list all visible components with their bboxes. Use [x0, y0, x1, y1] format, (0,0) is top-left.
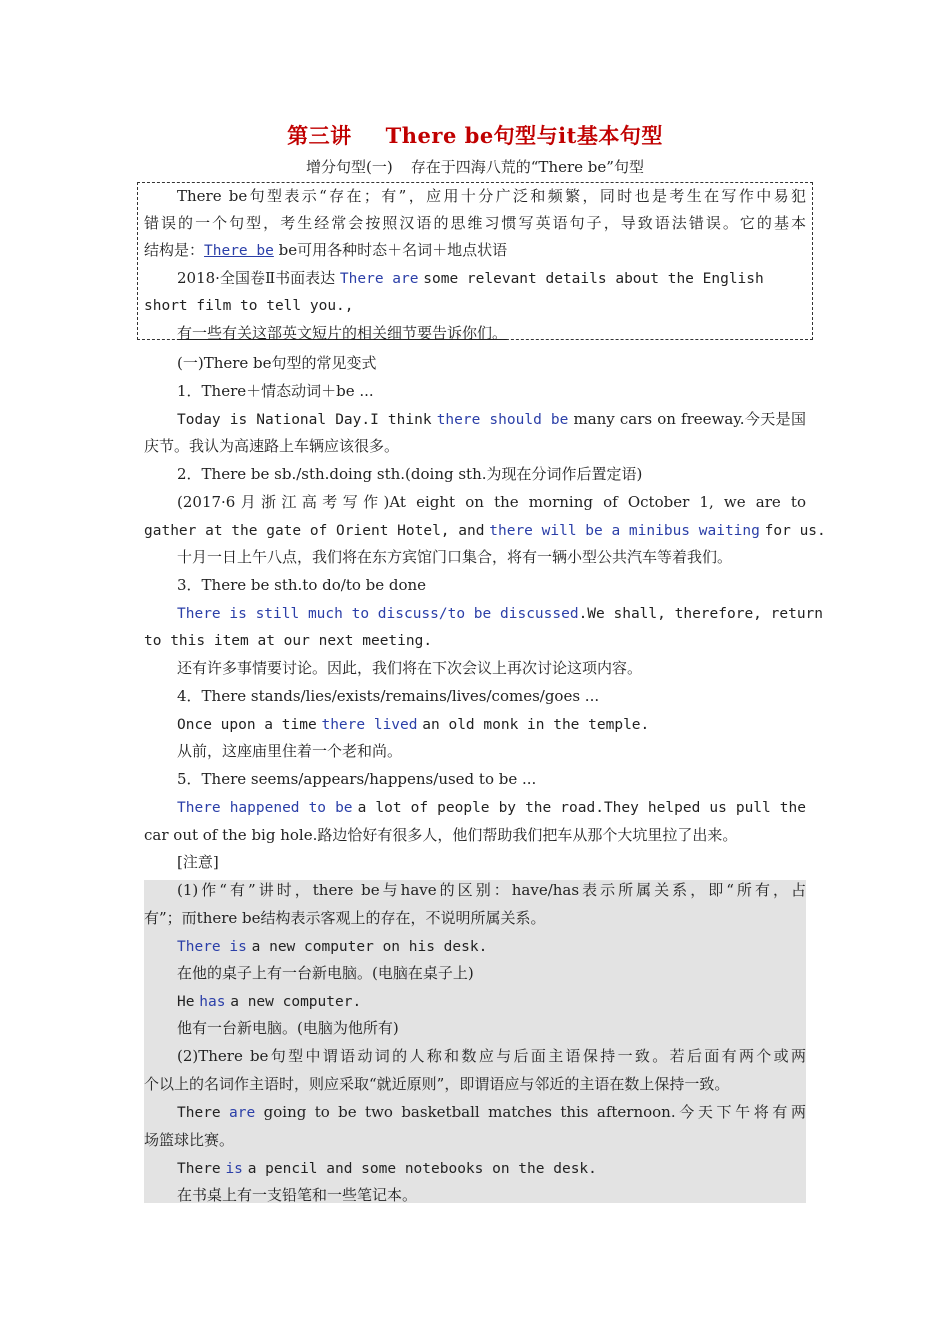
example-highlight: there lived: [321, 717, 418, 733]
note-example-1: [144, 936, 806, 957]
item-3-example-line-1: [144, 603, 824, 624]
intro-line-4: [144, 268, 806, 289]
note-example-2-translation: 他有一台新电脑。(电脑为他所有): [177, 1019, 399, 1037]
section-subtitle: [0, 156, 950, 177]
note-point-2-line-1: (2)There be句型中谓语动词的人称和数应与后面主语保持一致。若后面有两个或两: [177, 1047, 806, 1065]
example-text: Today is National Day.I think: [177, 412, 432, 428]
example-text: Once upon a time: [177, 717, 317, 733]
example-highlight: are: [229, 1105, 256, 1121]
item-4-translation: 从前，这座庙里住着一个老和尚。: [177, 742, 403, 760]
example-text: a new computer.: [230, 994, 362, 1010]
note-label: [注意]: [177, 853, 219, 871]
item-3-example-line-2: to this item at our next meeting.: [144, 633, 433, 649]
note-example-3: [144, 1102, 806, 1123]
item-1-translation: 庆节。我认为高速路上车辆应该很多。: [144, 437, 400, 455]
item-4-example: [144, 714, 806, 735]
lecture-title: [0, 120, 950, 150]
note-example-2: [144, 991, 806, 1012]
item-5-example-line-2: car out of the big hole.路边恰好有很多人，他们帮助我们把车从那个大坑里拉了出来。: [144, 826, 738, 844]
section-heading: (一)There be句型的常见变式: [177, 354, 377, 372]
exam-highlight: There are: [339, 271, 419, 287]
title-topic: There be句型与it基本句型: [385, 123, 663, 148]
item-4-heading: 4．There stands/lies/exists/remains/lives/comes/goes ...: [177, 687, 600, 705]
example-text: gather at the gate of Orient Hotel, and: [144, 523, 485, 539]
item-3-translation: 还有许多事情要讨论。因此，我们将在下次会议上再次讨论这项内容。: [177, 659, 643, 677]
example-text: There: [177, 1105, 221, 1121]
example-text: for us.: [764, 523, 826, 539]
note-point-1-line-1: (1)作“有”讲时，there be与have的区别：have/has表示所属关系，即“所有，占: [177, 881, 806, 899]
example-highlight: there should be: [436, 412, 569, 428]
note-example-4-translation: 在书桌上有一支铅笔和一些笔记本。: [177, 1186, 418, 1204]
example-highlight: There happened to be: [177, 800, 353, 816]
note-example-1-translation: 在他的桌子上有一台新电脑。(电脑在桌子上): [177, 964, 474, 982]
subtitle-text: 存在于四海八荒的“There be”句型: [410, 158, 644, 176]
intro-line-6: 有一些有关这部英文短片的相关细节要告诉你们。: [177, 324, 508, 342]
example-text: a new computer on his desk.: [251, 939, 488, 955]
title-lecture-number: 第三讲: [287, 123, 352, 148]
exam-source: 2018·全国卷Ⅱ书面表达: [177, 269, 336, 287]
intro-structure-label: 结构是：: [144, 241, 205, 259]
example-text: He: [177, 994, 195, 1010]
intro-line-2: 错误的一个句型，考生经常会按照汉语的思维习惯写英语句子，导致语法错误。它的基本: [144, 214, 806, 232]
item-2-translation: 十月一日上午八点，我们将在东方宾馆门口集合，将有一辆小型公共汽车等着我们。: [177, 548, 733, 566]
example-text: a pencil and some notebooks on the desk.: [247, 1161, 597, 1177]
item-1-example: [144, 409, 806, 430]
example-text: an old monk in the temple.: [422, 717, 650, 733]
intro-structure-highlight: There be: [204, 243, 274, 259]
item-5-heading: 5．There seems/appears/happens/used to be ...: [177, 770, 537, 788]
item-3-heading: 3．There be sth.to do/to be done: [177, 576, 427, 594]
note-point-1-line-2: 有”；而there be结构表示客观上的存在，不说明所属关系。: [144, 909, 546, 927]
example-highlight: There is: [177, 939, 247, 955]
example-text: many cars on freeway.今天是国: [573, 410, 806, 428]
subtitle-label: 增分句型(一): [306, 158, 393, 176]
item-5-example-line-1: [144, 797, 806, 818]
intro-structure-text: be可用各种时态＋名词＋地点状语: [278, 241, 508, 259]
note-example-3-translation: 场篮球比赛。: [144, 1131, 235, 1149]
example-highlight: there will be a minibus waiting: [489, 523, 760, 539]
exam-sentence: some relevant details about the English: [423, 271, 764, 287]
item-2-example-line-1: (2017·6月浙江高考写作)At eight on the morning of October 1, we are to: [177, 493, 806, 511]
intro-line-3: [144, 240, 806, 261]
note-point-2-line-2: 个以上的名词作主语时，则应采取“就近原则”，即谓语应与邻近的主语在数上保持一致。: [144, 1075, 730, 1093]
item-2-example-line-2: [144, 520, 826, 541]
intro-line-5: short film to tell you.,: [144, 298, 354, 314]
example-highlight: has: [199, 994, 226, 1010]
note-highlight-background: [144, 880, 806, 1203]
item-2-heading: 2．There be sb./sth.doing sth.(doing sth.为现在分词作后置定语): [177, 465, 643, 483]
note-example-4: [144, 1158, 806, 1179]
example-text: a lot of people by the road.They helped us pull the: [357, 800, 806, 816]
example-text: going to be two basketball matches this afternoon.今天下午将有两: [263, 1103, 806, 1121]
example-text: There: [177, 1161, 221, 1177]
example-highlight: is: [225, 1161, 243, 1177]
intro-line-1: There be句型表示“存在；有”，应用十分广泛和频繁，同时也是考生在写作中易犯: [177, 187, 806, 205]
example-highlight: There is still much to discuss/to be discussed: [177, 606, 579, 622]
example-text: .We shall, therefore, return: [578, 606, 824, 622]
item-1-heading: 1．There＋情态动词＋be ...: [177, 382, 374, 400]
